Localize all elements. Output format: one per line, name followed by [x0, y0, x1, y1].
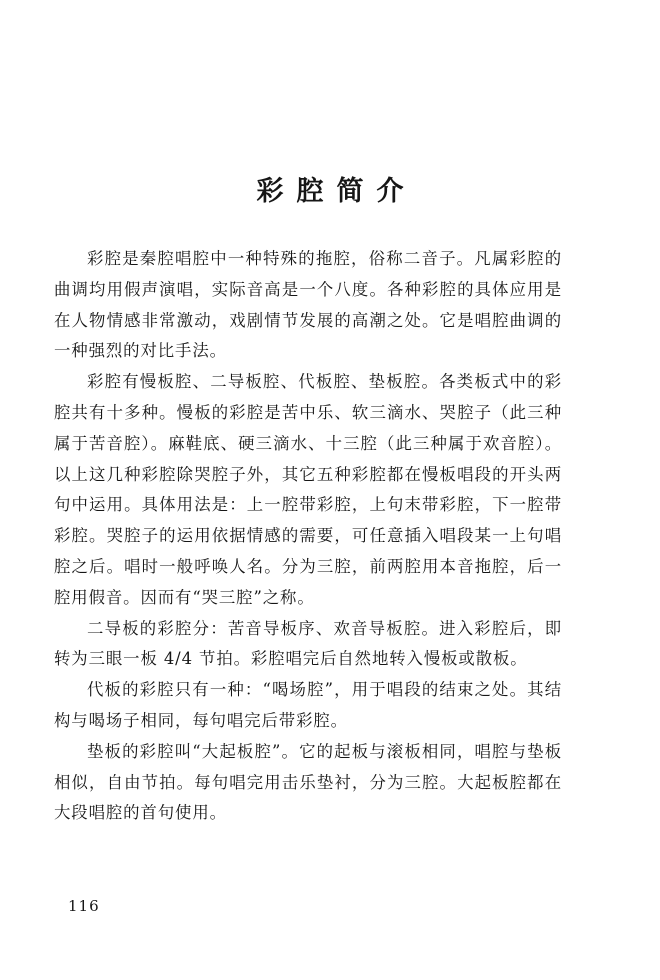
paragraph-4: 代板的彩腔只有一种：“喝场腔”，用于唱段的结束之处。其结构与喝场子相同，每句唱完后带彩腔。	[54, 680, 562, 730]
page-number: 116	[68, 897, 100, 915]
page-title: 彩腔简介	[256, 176, 417, 207]
paragraph-2: 彩腔有慢板腔、二导板腔、代板腔、垫板腔。各类板式中的彩腔共有十多种。慢板的彩腔是苦中乐、软三滴水、哭腔子（此三种属于苦音腔）。麻鞋底、硬三滴水、十三腔（此三种属于欢音腔）。以上这几种彩腔除哭腔子外，其它五种彩腔都在慢板唱段的开头两句中运用。具体用法是：上一腔带彩腔，上句末带彩腔，下一腔带彩腔。哭腔子的运用依据情感的需要，可任意插入唱段某一上句唱腔之后。唱时一般呼唤人名。分为三腔，前两腔用本音拖腔，后一腔用假音。因而有“哭三腔”之称。	[54, 372, 562, 607]
paragraph-1: 彩腔是秦腔唱腔中一种特殊的拖腔，俗称二音子。凡属彩腔的曲调均用假声演唱，实际音高是一个八度。各种彩腔的具体应用是在人物情感非常激动，戏剧情节发展的高潮之处。它是唱腔曲调的一种强烈的对比手法。	[54, 249, 562, 361]
article-body	[54, 244, 562, 829]
paragraph-3: 二导板的彩腔分：苦音导板序、欢音导板腔。进入彩腔后，即转为三眼一板 4/4 节拍。彩腔唱完后自然地转入慢板或散板。	[54, 618, 562, 669]
paragraph-5: 垫板的彩腔叫“大起板腔”。它的起板与滚板相同，唱腔与垫板相似，自由节拍。每句唱完用击乐垫衬，分为三腔。大起板腔都在大段唱腔的首句使用。	[54, 741, 562, 823]
